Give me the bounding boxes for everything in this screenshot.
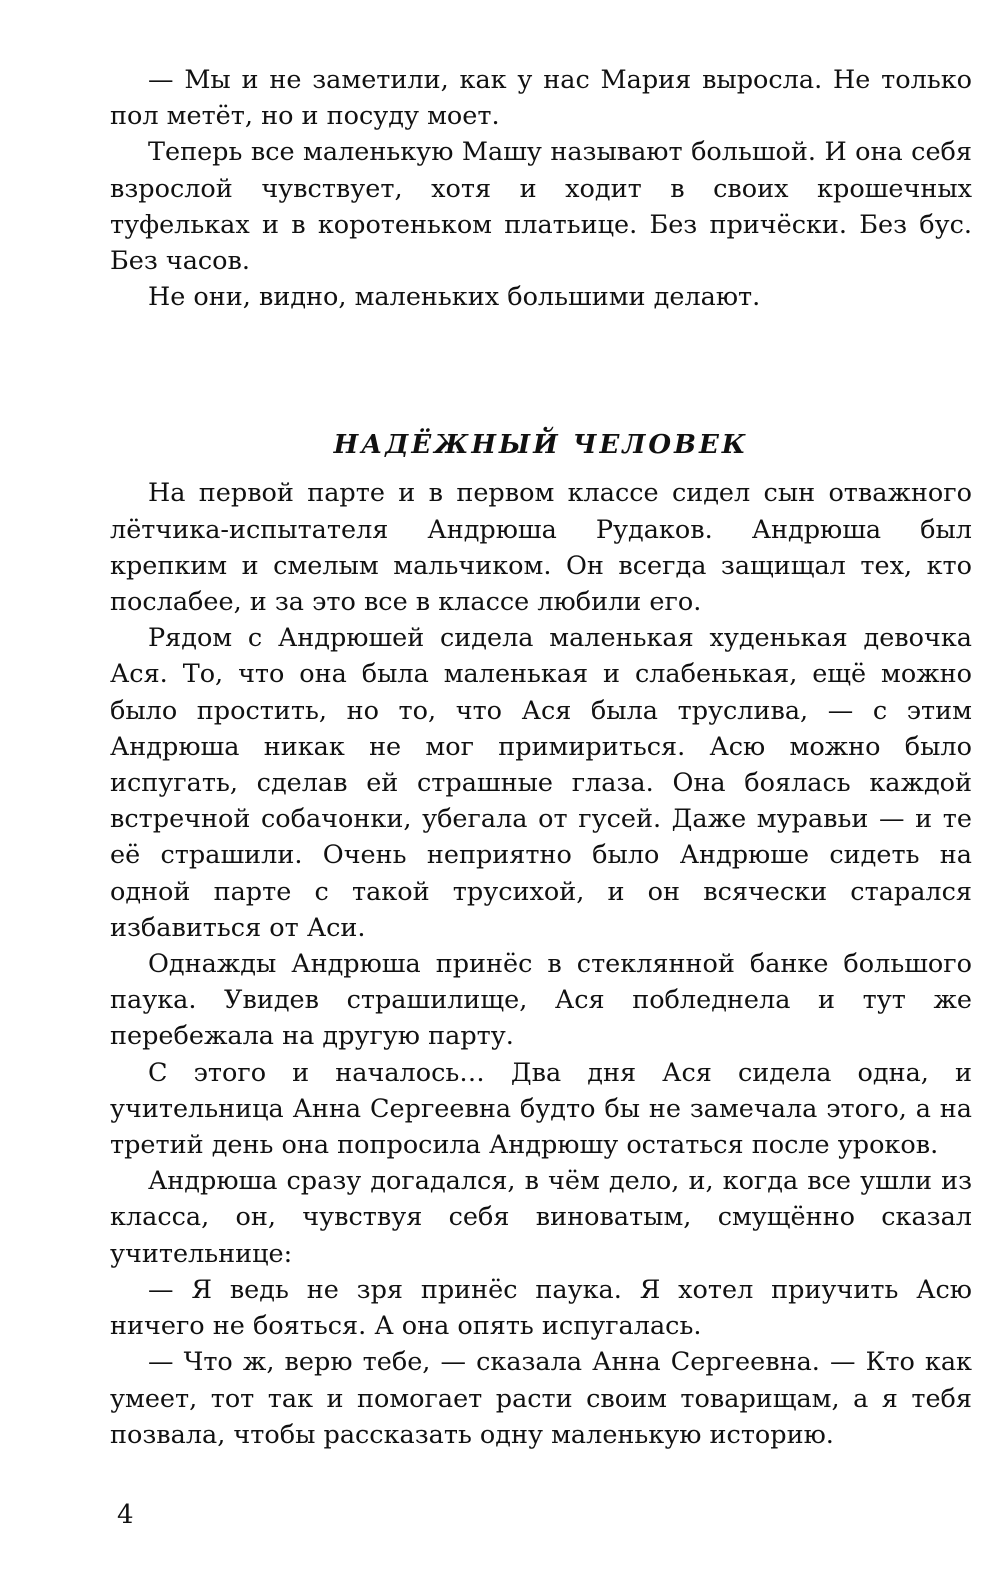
paragraph-4: На первой парте и в первом классе сидел сын отважного лётчика-испытателя Андрюша Рудаков. Андрюша был крепким и смелым мальчиком. Он всегда защищал тех, кто послабее, и за это все в классе любили его.	[110, 478, 972, 618]
paragraph-9: — Я ведь не зря принёс паука. Я хотел приучить Асю ничего не бояться. А она опять испугалась.	[110, 1274, 972, 1342]
paragraph-3: Не они, видно, маленьких большими делают.	[148, 282, 761, 313]
section-title: НАДЁЖНЫЙ ЧЕЛОВЕК	[333, 430, 749, 461]
paragraph-10: — Что ж, верю тебе, — сказала Анна Сергеевна. — Кто как умеет, тот так и помогает расти своим товарищам, а я тебя позвала, чтобы рассказать одну маленькую историю.	[110, 1347, 972, 1450]
paragraph-7: С этого и началось… Два дня Ася сидела одна, и учительница Анна Сергеевна будто бы не замечала этого, а на третий день она попросила Андрюшу остаться после уроков.	[110, 1057, 972, 1161]
paragraph-5: Рядом с Андрюшей сидела маленькая худенькая девочка Ася. То, что она была маленькая и слабенькая, ещё можно было простить, но то, что Ася была труслива, — с этим Андрюша никак не мог примириться. Асю можно было испугать, сделав ей страшные глаза. Она боялась каждой встречной собачонки, убегала от гусей. Даже муравьи — и те её страшили. Очень неприятно было Андрюше сидеть на одной парте с такой трусихой, и он всячески старался избавиться от Аси.	[110, 623, 972, 943]
paragraph-1: — Мы и не заметили, как у нас Мария выросла. Не только пол метёт, но и посуду моет.	[110, 65, 972, 132]
paragraph-8: Андрюша сразу догадался, в чём дело, и, когда все ушли из класса, он, чувствуя себя виноватым, смущённо сказал учительнице:	[110, 1166, 972, 1269]
paragraph-2: Теперь все маленькую Машу называют большой. И она себя взрослой чувствует, хотя и ходит в своих крошечных туфельках и в коротеньком платьице. Без причёски. Без бус. Без часов.	[110, 137, 972, 277]
paragraph-6: Однажды Андрюша принёс в стеклянной банке большого паука. Увидев страшилище, Ася побледнела и тут же перебежала на другую парту.	[110, 949, 972, 1052]
page-number: 4	[117, 1500, 134, 1530]
page-body	[110, 62, 972, 1453]
